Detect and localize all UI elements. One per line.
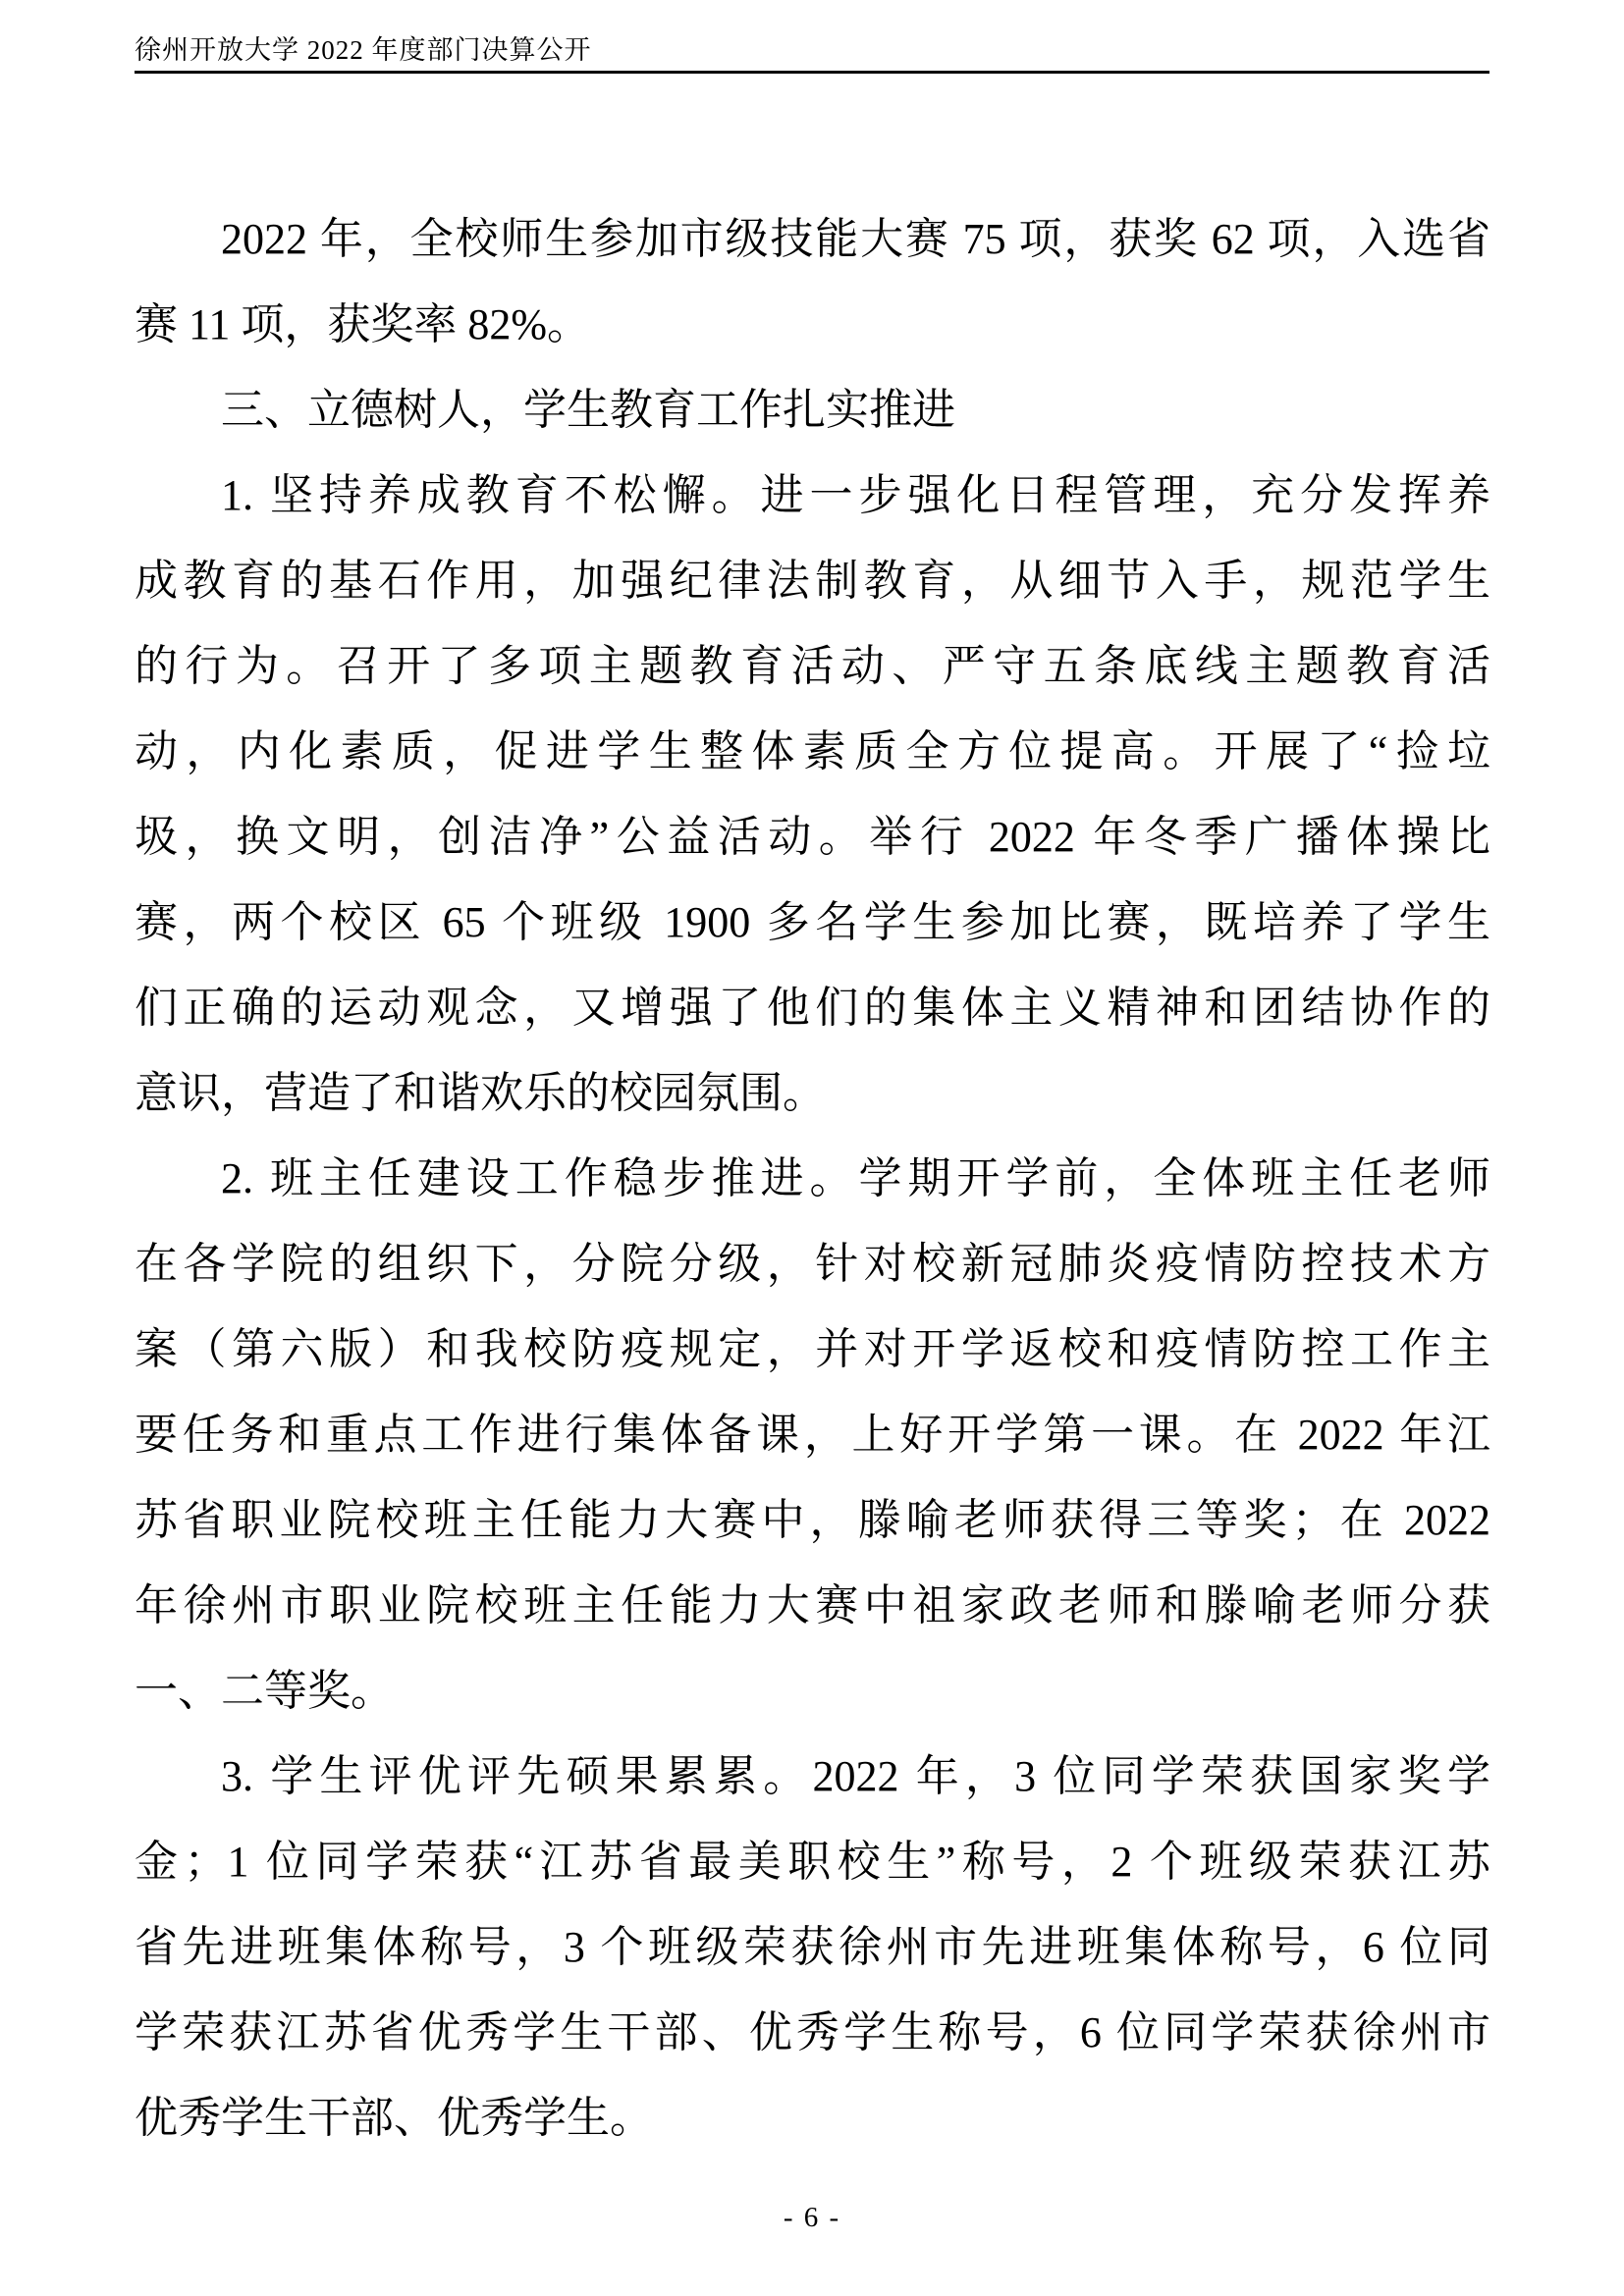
text-line: 赛 11 项，获奖率 82%。 (135, 300, 591, 348)
text-line: 金；1 位同学荣获“江苏省最美职校生”称号，2 个班级荣获江苏 (135, 1838, 1490, 1886)
text-line: 学荣获江苏省优秀学生干部、优秀学生称号，6 位同学荣获徐州市 (135, 2008, 1490, 2056)
page-number: - 6 - (783, 2202, 841, 2233)
text-line: 要任务和重点工作进行集体备课，上好开学第一课。在 2022 年江 (135, 1411, 1490, 1459)
header-rule (135, 71, 1489, 74)
text-line: 苏省职业院校班主任能力大赛中，滕喻老师获得三等奖；在 2022 (135, 1496, 1490, 1544)
text-line: 在各学院的组织下，分院分级，针对校新冠肺炎疫情防控技术方 (135, 1240, 1490, 1288)
header-title: 徐州开放大学 2022 年度部门决算公开 (135, 35, 592, 65)
text-line: 动，内化素质，促进学生整体素质全方位提高。开展了“捡垃 (135, 727, 1490, 775)
document-header (135, 33, 1489, 67)
text-line: 的行为。召开了多项主题教育活动、严守五条底线主题教育活 (135, 642, 1490, 690)
text-line: 2. 班主任建设工作稳步推进。学期开学前，全体班主任老师 (221, 1154, 1490, 1202)
text-line: 3. 学生评优评先硕果累累。2022 年，3 位同学荣获国家奖学 (221, 1752, 1490, 1800)
text-line: 们正确的运动观念，又增强了他们的集体主义精神和团结协作的 (135, 984, 1490, 1032)
text-line: 一、二等奖。 (135, 1667, 394, 1715)
text-line: 圾，换文明，创洁净”公益活动。举行 2022 年冬季广播体操比 (135, 813, 1490, 861)
text-line: 2022 年，全校师生参加市级技能大赛 75 项，获奖 62 项，入选省 (221, 215, 1490, 263)
heading-line: 三、立德树人，学生教育工作扎实推进 (221, 386, 955, 434)
text-line: 赛，两个校区 65 个班级 1900 多名学生参加比赛，既培养了学生 (135, 898, 1490, 946)
text-line: 1. 坚持养成教育不松懈。进一步强化日程管理，充分发挥养 (221, 471, 1490, 519)
text-line: 优秀学生干部、优秀学生。 (135, 2094, 653, 2142)
text-line: 案（第六版）和我校防疫规定，并对开学返校和疫情防控工作主 (135, 1325, 1490, 1373)
text-line: 年徐州市职业院校班主任能力大赛中祖家政老师和滕喻老师分获 (135, 1581, 1490, 1629)
document-body (135, 196, 1490, 2161)
text-line: 成教育的基石作用，加强纪律法制教育，从细节入手，规范学生 (135, 557, 1490, 605)
text-line: 省先进班集体称号，3 个班级荣获徐州市先进班集体称号，6 位同 (135, 1923, 1490, 1971)
text-line: 意识，营造了和谐欢乐的校园氛围。 (135, 1069, 826, 1117)
